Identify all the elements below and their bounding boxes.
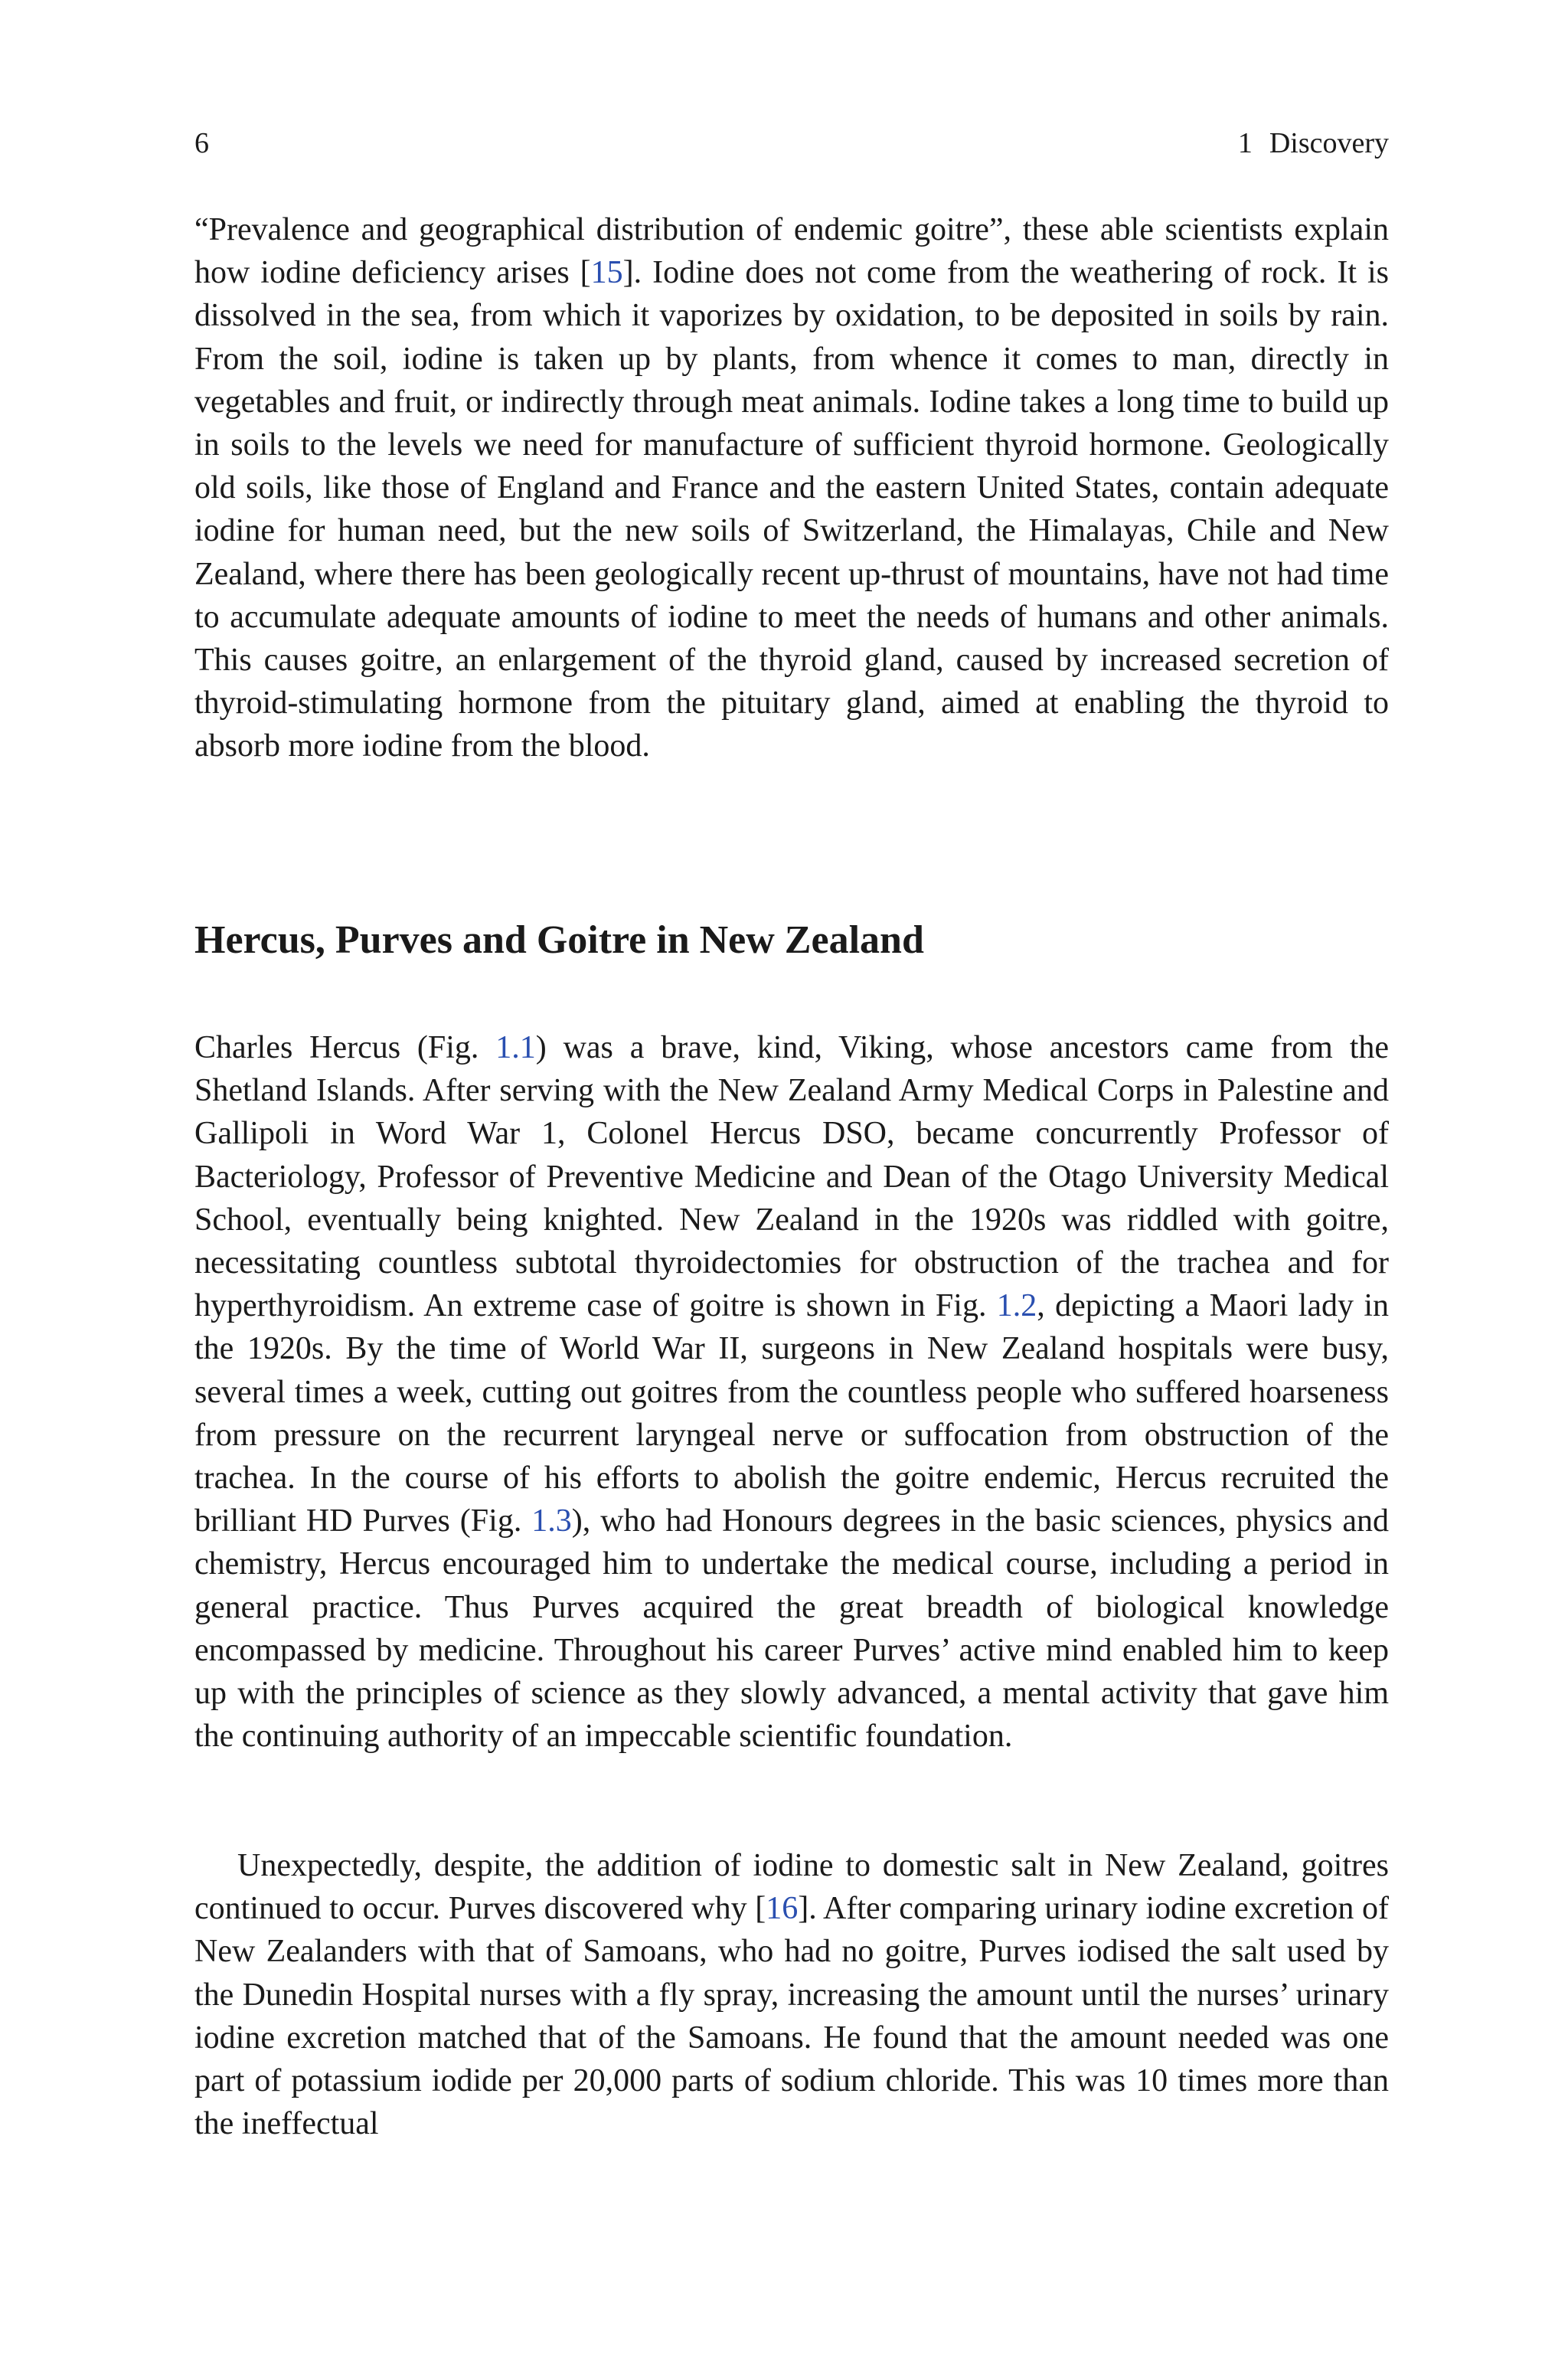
chapter-title: Discovery (1269, 127, 1389, 159)
text-run: ]. After comparing urinary iodine excretion of New Zealanders with that of Samoans, who had no goitre, Purves iodised the salt used by the Dunedin Hospital nurses with a fly spray, increasing the amount until the nurses’ urinary iodine excretion matched that of the Samoans. He found that the amount needed was one part of potassium iodide per 20,000 parts of sodium chloride. This was 10 times more than the ineffectual (194, 1891, 1389, 2142)
paragraph-iodised-salt (194, 1844, 1389, 2145)
text-run: ) was a brave, kind, Viking, whose ancestors came from the Shetland Islands. After serving with the New Zealand Army Medical Corps in Palestine and Gallipoli in Word War 1, Colonel Hercus DSO, became concurrently Professor of Bacteriology, Professor of Preventive Medicine and Dean of the Otago University Medical School, eventually being knighted. New Zealand in the 1920s was riddled with goitre, necessitating countless subtotal thyroidectomies for obstruction of the trachea and for hyperthyroidism. An extreme case of goitre is shown in Fig. (194, 1030, 1389, 1324)
citation-link-15[interactable]: 15 (590, 255, 623, 291)
paragraph-iodine-deficiency (194, 208, 1389, 768)
text-run: Unexpectedly, despite, the addition of iodine to domestic salt in New Zealand, goitres continued to occur. Purves discovered why [ (194, 1848, 1389, 1927)
running-header (194, 124, 1389, 162)
figure-link-1-2[interactable]: 1.2 (996, 1288, 1037, 1324)
page-number: 6 (194, 127, 209, 159)
figure-link-1-3[interactable]: 1.3 (531, 1503, 572, 1539)
text-run: Charles Hercus (Fig. (194, 1030, 496, 1065)
chapter-header (1238, 124, 1389, 162)
figure-link-1-1[interactable]: 1.1 (495, 1030, 536, 1065)
text-run: “Prevalence and geographical distribution of endemic goitre”, these able scientists explain how iodine deficiency arises [ (194, 212, 1389, 291)
text-run: ]. Iodine does not come from the weathering of rock. It is dissolved in the sea, from which it vaporizes by oxidation, to be deposited in soils by rain. From the soil, iodine is taken up by plants, from whence it comes to man, directly in vegetables and fruit, or indirectly through meat animals. Iodine takes a long time to build up in soils to the levels we need for manufacture of sufficient thyroid hormone. Geologically old soils, like those of England and France and the eastern United States, contain adequate iodine for human need, but the new soils of Switzerland, the Himalayas, Chile and New Zealand, where there has been geologically recent up-thrust of mountains, have not had time to accumulate adequate amounts of iodine to meet the needs of humans and other animals. This causes goitre, an enlargement of the thyroid gland, caused by increased secretion of thyroid-stimulating hormone from the pituitary gland, aimed at enabling the thyroid to absorb more iodine from the blood. (194, 255, 1389, 764)
text-run: ), who had Honours degrees in the basic sciences, physics and chemistry, Hercus encouraged him to undertake the medical course, including a period in general practice. Thus Purves acquired the great breadth of biological knowledge encompassed by medicine. Throughout his career Purves’ active mind enabled him to keep up with the principles of science as they slowly advanced, a mental activity that gave him the continuing authority of an impeccable scientific foundation. (194, 1503, 1389, 1755)
citation-link-16[interactable]: 16 (766, 1891, 799, 1927)
paragraph-hercus-purves (194, 1026, 1389, 1758)
text-run: , depicting a Maori lady in the 1920s. By the time of World War II, surgeons in New Zealand hospitals were busy, several times a week, cutting out goitres from the countless people who suffered hoarseness from pressure on the recurrent laryngeal nerve or suffocation from obstruction of the trachea. In the course of his efforts to abolish the goitre endemic, Hercus recruited the brilliant HD Purves (Fig. (194, 1288, 1389, 1539)
chapter-number: 1 (1237, 127, 1253, 159)
section-heading: Hercus, Purves and Goitre in New Zealand (194, 918, 924, 962)
